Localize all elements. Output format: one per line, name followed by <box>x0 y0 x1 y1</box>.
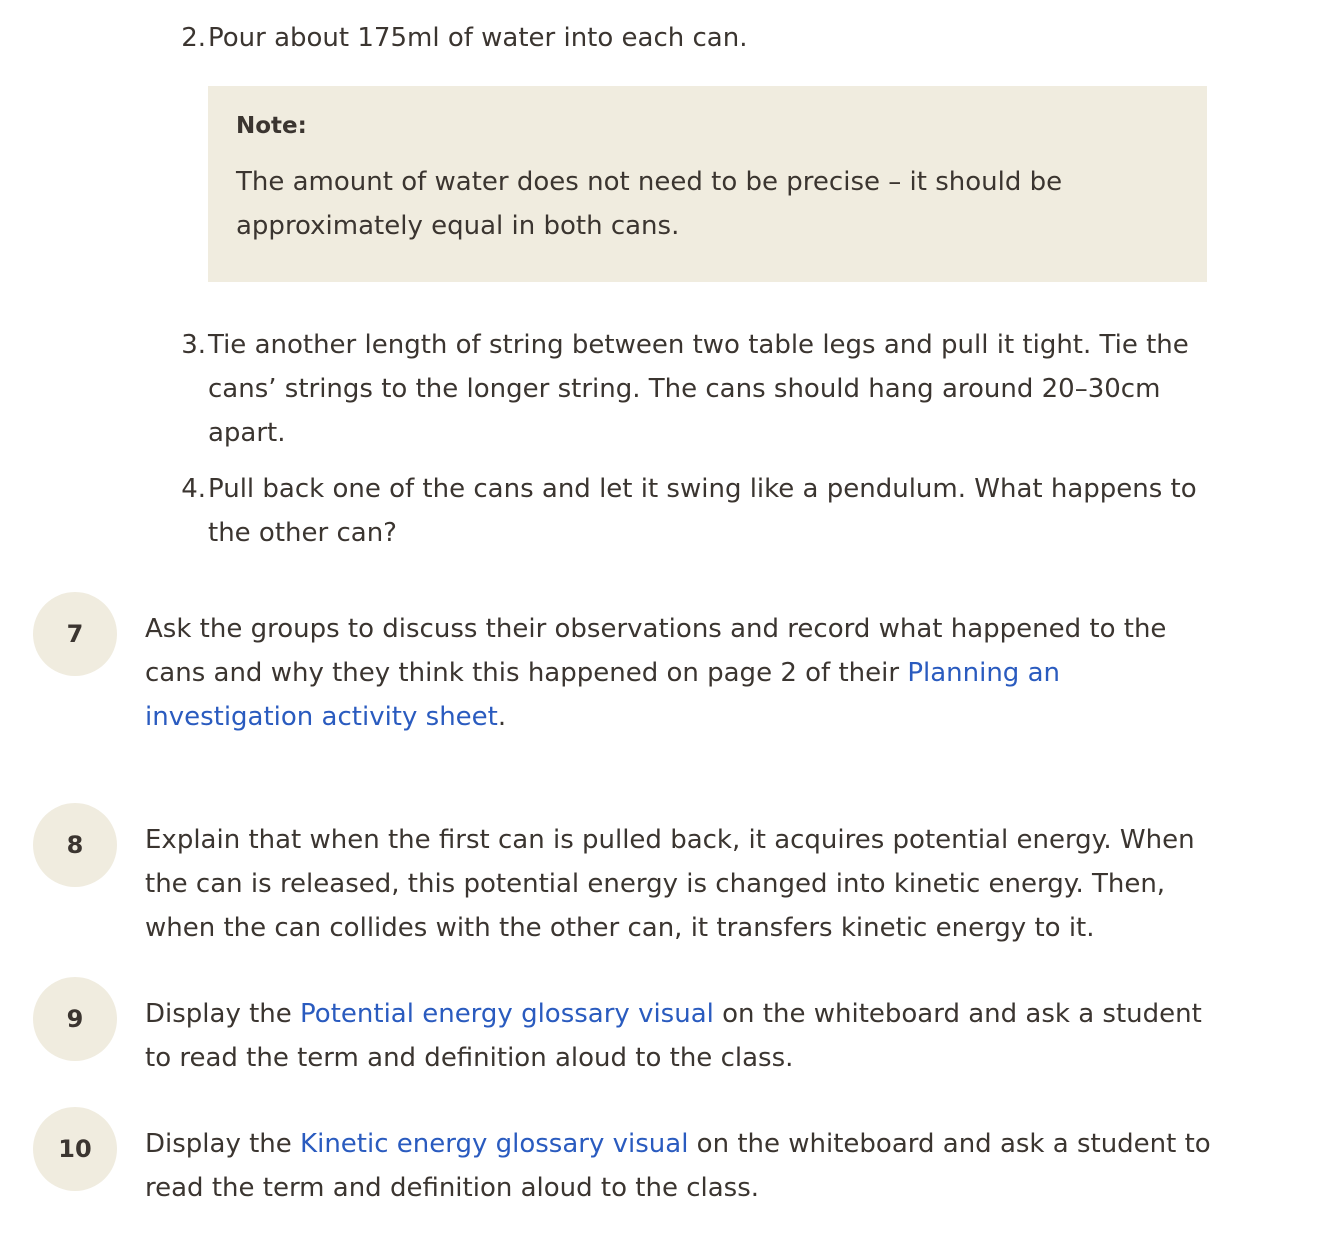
step-text: Explain that when the first can is pulled back, it acquires potential energy. When the can is released, this potential energy is changed into kinetic energy. Then, when the can collides with the other can, it transfers kinetic energy to it. <box>145 825 1195 943</box>
note-box <box>208 86 1207 282</box>
step-text <box>145 607 1215 739</box>
step-text-after: on the whiteboard and ask a student to read the term and definition aloud to the class. <box>145 999 1202 1073</box>
step-text-before: Display the <box>145 1129 301 1159</box>
substep-text: Pull back one of the cans and let it swing like a pendulum. What happens to the other can? <box>208 474 1197 548</box>
planning-activity-sheet-link[interactable]: Planning an investigation activity sheet <box>145 658 1060 732</box>
step-number-badge: 9 <box>33 977 117 1061</box>
step-text <box>145 1122 1215 1210</box>
step-text-before: Display the <box>145 999 301 1029</box>
substep-text: Tie another length of string between two table legs and pull it tight. Tie the cans’ strings to the longer string. The cans should hang around 20–30cm apart. <box>208 330 1189 448</box>
potential-energy-glossary-link[interactable]: Potential energy glossary visual <box>300 999 714 1029</box>
step-number-badge: 8 <box>33 803 117 887</box>
step-text-before: Ask the groups to discuss their observations and record what happened to the cans and why they think this happened on page 2 of their <box>145 614 1167 688</box>
step-number-badge: 7 <box>33 592 117 676</box>
substep-number: 3. <box>181 330 206 360</box>
substep-number: 2. <box>181 23 206 53</box>
note-title: Note: <box>236 113 307 139</box>
step-text <box>145 992 1215 1080</box>
step-text-after: . <box>497 702 507 732</box>
note-text: The amount of water does not need to be precise – it should be approximately equal in both cans. <box>236 167 1063 241</box>
substep-text: Pour about 175ml of water into each can. <box>208 23 748 53</box>
step-number-badge: 10 <box>33 1107 117 1191</box>
kinetic-energy-glossary-link[interactable]: Kinetic energy glossary visual <box>300 1129 689 1159</box>
step-text-after: on the whiteboard and ask a student to read the term and definition aloud to the class. <box>145 1129 1211 1203</box>
substep-number: 4. <box>181 474 206 504</box>
